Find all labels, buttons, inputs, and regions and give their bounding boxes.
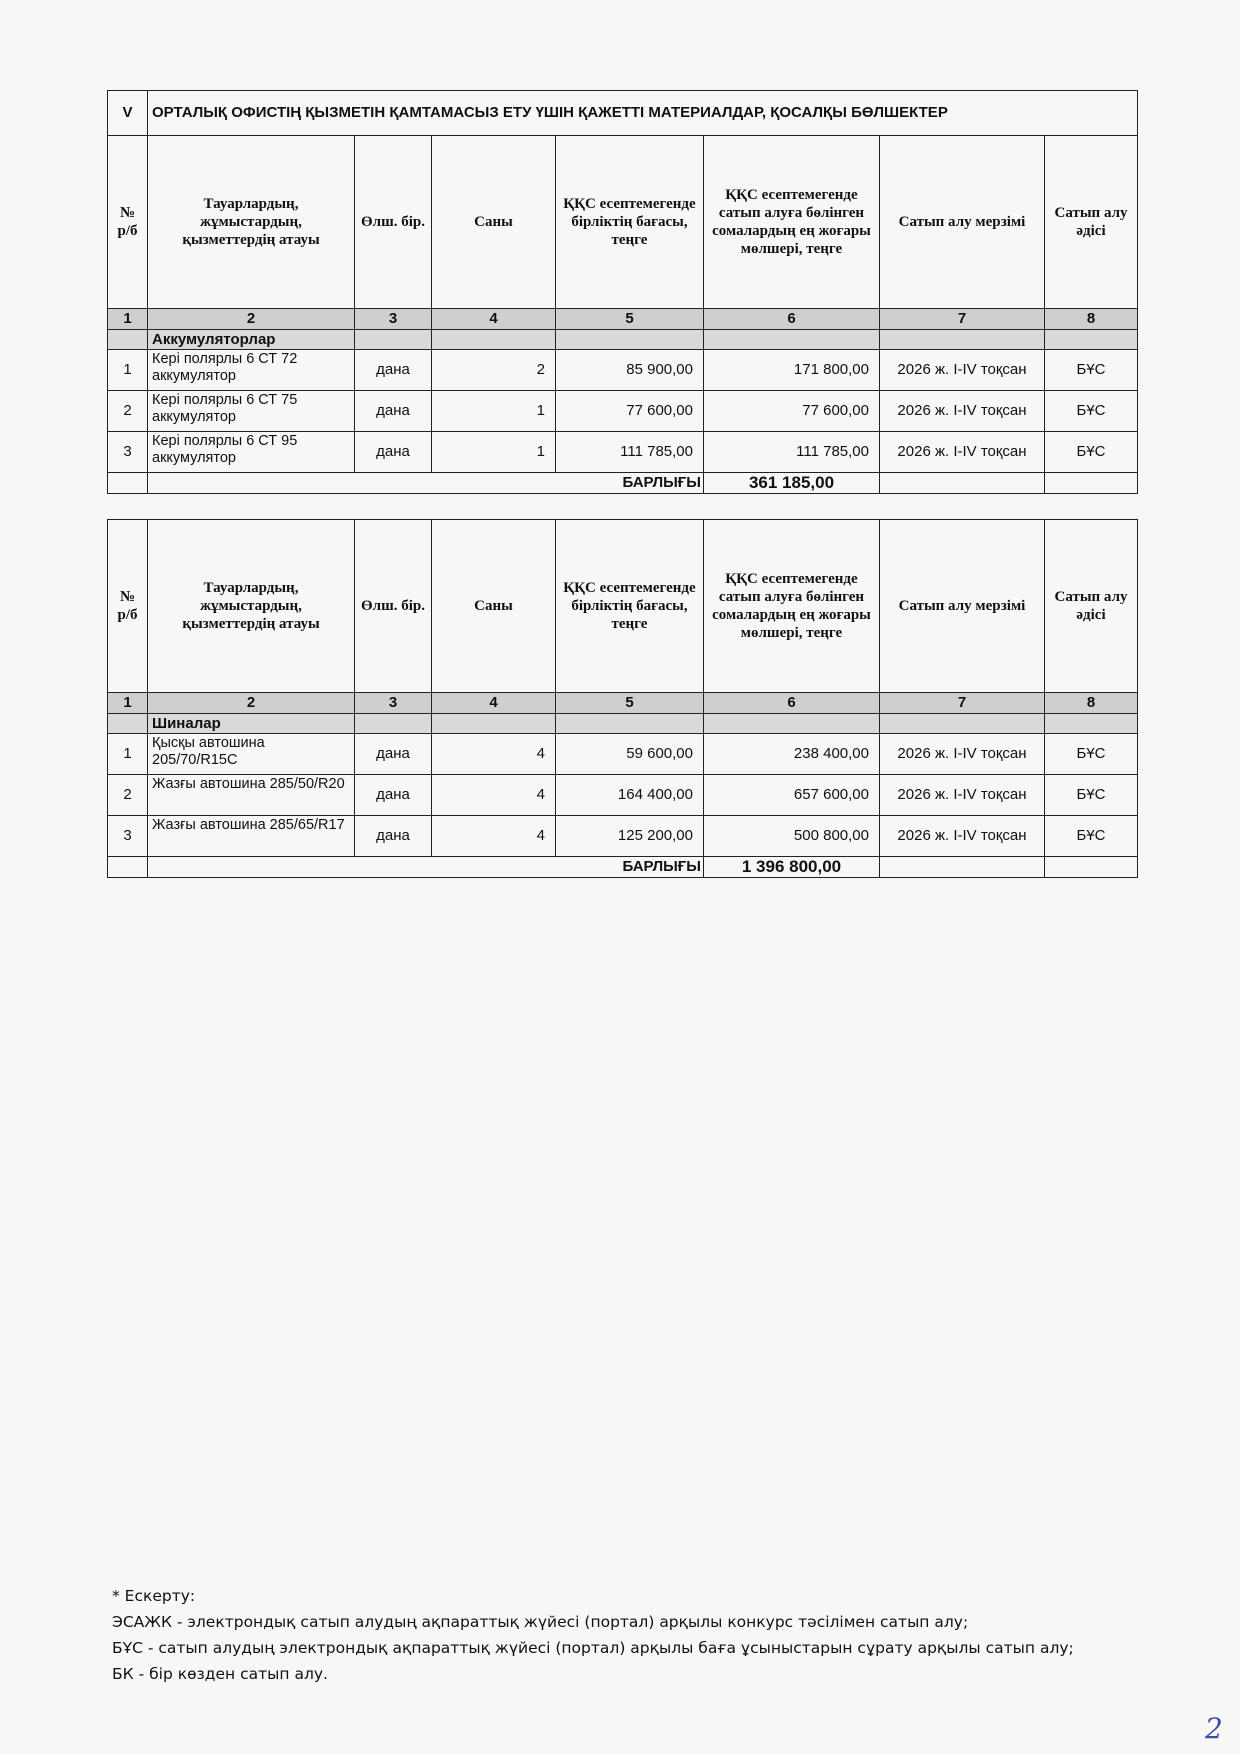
col-number: 5 — [556, 693, 704, 714]
row-name: Жазғы автошина 285/65/R17 — [148, 816, 355, 857]
header-price: ҚҚС есептемегенде бірліктің бағасы, теңге — [556, 520, 704, 693]
header-period: Сатып алу мерзімі — [880, 520, 1045, 693]
row-amount: 77 600,00 — [704, 391, 880, 432]
total-value: 1 396 800,00 — [704, 857, 880, 878]
row-name: Жазғы автошина 285/50/R20 — [148, 775, 355, 816]
row-price: 85 900,00 — [556, 350, 704, 391]
row-unit: дана — [355, 775, 432, 816]
header-num: № р/б — [108, 520, 148, 693]
row-method: БҰС — [1045, 350, 1138, 391]
header-amount: ҚҚС есептемегенде сатып алуға бөлінген сомалардың ең жоғары мөлшері, теңге — [704, 520, 880, 693]
row-method: БҰС — [1045, 816, 1138, 857]
row-method: БҰС — [1045, 432, 1138, 473]
total-label: БАРЛЫҒЫ — [148, 473, 704, 494]
row-amount: 238 400,00 — [704, 734, 880, 775]
row-period: 2026 ж. I-IV тоқсан — [880, 734, 1045, 775]
header-price: ҚҚС есептемегенде бірліктің бағасы, теңге — [556, 136, 704, 309]
col-number: 8 — [1045, 693, 1138, 714]
row-num: 1 — [108, 350, 148, 391]
row-name: Кері полярлы 6 СТ 75 аккумулятор — [148, 391, 355, 432]
header-amount: ҚҚС есептемегенде сатып алуға бөлінген сомалардың ең жоғары мөлшері, теңге — [704, 136, 880, 309]
handwritten-page-number: 2 — [1205, 1712, 1223, 1745]
row-price: 59 600,00 — [556, 734, 704, 775]
table-row — [108, 816, 1138, 857]
row-price: 164 400,00 — [556, 775, 704, 816]
col-number: 4 — [432, 693, 556, 714]
total-label: БАРЛЫҒЫ — [148, 857, 704, 878]
row-qty: 1 — [432, 391, 556, 432]
header-num: № р/б — [108, 136, 148, 309]
row-price: 111 785,00 — [556, 432, 704, 473]
row-amount: 657 600,00 — [704, 775, 880, 816]
row-name: Кері полярлы 6 СТ 72 аккумулятор — [148, 350, 355, 391]
category-label: Аккумуляторлар — [148, 330, 355, 350]
row-qty: 2 — [432, 350, 556, 391]
row-method: БҰС — [1045, 775, 1138, 816]
row-price: 125 200,00 — [556, 816, 704, 857]
footnote-title: * Ескерту: — [112, 1587, 196, 1605]
category-row — [108, 330, 1138, 350]
col-number: 7 — [880, 693, 1045, 714]
footnote-line: БК - бір көзден сатып алу. — [112, 1665, 328, 1683]
row-qty: 4 — [432, 775, 556, 816]
header-qty: Саны — [432, 520, 556, 693]
header-method: Сатып алу әдісі — [1045, 136, 1138, 309]
table-row — [108, 734, 1138, 775]
row-amount: 171 800,00 — [704, 350, 880, 391]
total-value: 361 185,00 — [704, 473, 880, 494]
footnote-line: ЭСАЖК - электрондық сатып алудың ақпараттық жүйесі (портал) арқылы конкурс тәсілімен сатып алу; — [112, 1613, 969, 1631]
row-unit: дана — [355, 816, 432, 857]
row-period: 2026 ж. I-IV тоқсан — [880, 816, 1045, 857]
header-method: Сатып алу әдісі — [1045, 520, 1138, 693]
column-number-row — [108, 693, 1138, 714]
row-unit: дана — [355, 734, 432, 775]
col-number: 4 — [432, 309, 556, 330]
column-number-row — [108, 309, 1138, 330]
col-number: 6 — [704, 693, 880, 714]
materials-table-batteries — [107, 90, 1138, 494]
row-num: 3 — [108, 432, 148, 473]
header-name: Тауарлардың, жұмыстардың, қызметтердің атауы — [148, 520, 355, 693]
col-number: 3 — [355, 693, 432, 714]
materials-table-tires — [107, 519, 1138, 878]
header-unit: Өлш. бір. — [355, 136, 432, 309]
table-row — [108, 432, 1138, 473]
row-unit: дана — [355, 350, 432, 391]
table-row — [108, 391, 1138, 432]
row-qty: 1 — [432, 432, 556, 473]
col-number: 1 — [108, 309, 148, 330]
footnote-line: БҰС - сатып алудың электрондық ақпараттық жүйесі (портал) арқылы баға ұсыныстарын сұрату арқылы сатып алу; — [112, 1639, 1074, 1657]
row-num: 2 — [108, 391, 148, 432]
col-number: 7 — [880, 309, 1045, 330]
footnote — [112, 1583, 1152, 1687]
row-amount: 500 800,00 — [704, 816, 880, 857]
row-period: 2026 ж. I-IV тоқсан — [880, 775, 1045, 816]
header-qty: Саны — [432, 136, 556, 309]
row-num: 2 — [108, 775, 148, 816]
col-number: 2 — [148, 309, 355, 330]
col-number: 5 — [556, 309, 704, 330]
col-number: 6 — [704, 309, 880, 330]
header-row — [108, 136, 1138, 309]
col-number: 3 — [355, 309, 432, 330]
row-period: 2026 ж. I-IV тоқсан — [880, 432, 1045, 473]
table-row — [108, 775, 1138, 816]
row-qty: 4 — [432, 816, 556, 857]
category-row — [108, 714, 1138, 734]
header-period: Сатып алу мерзімі — [880, 136, 1045, 309]
section-roman: V — [108, 91, 148, 136]
category-label: Шиналар — [148, 714, 355, 734]
header-row — [108, 520, 1138, 693]
total-row — [108, 473, 1138, 494]
row-unit: дана — [355, 432, 432, 473]
header-name: Тауарлардың, жұмыстардың, қызметтердің атауы — [148, 136, 355, 309]
row-num: 1 — [108, 734, 148, 775]
row-method: БҰС — [1045, 734, 1138, 775]
row-price: 77 600,00 — [556, 391, 704, 432]
header-unit: Өлш. бір. — [355, 520, 432, 693]
total-row — [108, 857, 1138, 878]
row-method: БҰС — [1045, 391, 1138, 432]
row-period: 2026 ж. I-IV тоқсан — [880, 350, 1045, 391]
row-period: 2026 ж. I-IV тоқсан — [880, 391, 1045, 432]
col-number: 8 — [1045, 309, 1138, 330]
section-title: ОРТАЛЫҚ ОФИСТІҢ ҚЫЗМЕТІН ҚАМТАМАСЫЗ ЕТУ ҮШІН ҚАЖЕТТІ МАТЕРИАЛДАР, ҚОСАЛҚЫ БӨЛШЕКТЕР — [148, 91, 1138, 136]
row-num: 3 — [108, 816, 148, 857]
section-title-row — [108, 91, 1138, 136]
col-number: 2 — [148, 693, 355, 714]
row-name: Қысқы автошина 205/70/R15C — [148, 734, 355, 775]
col-number: 1 — [108, 693, 148, 714]
row-qty: 4 — [432, 734, 556, 775]
row-name: Кері полярлы 6 СТ 95 аккумулятор — [148, 432, 355, 473]
row-amount: 111 785,00 — [704, 432, 880, 473]
table-row — [108, 350, 1138, 391]
row-unit: дана — [355, 391, 432, 432]
